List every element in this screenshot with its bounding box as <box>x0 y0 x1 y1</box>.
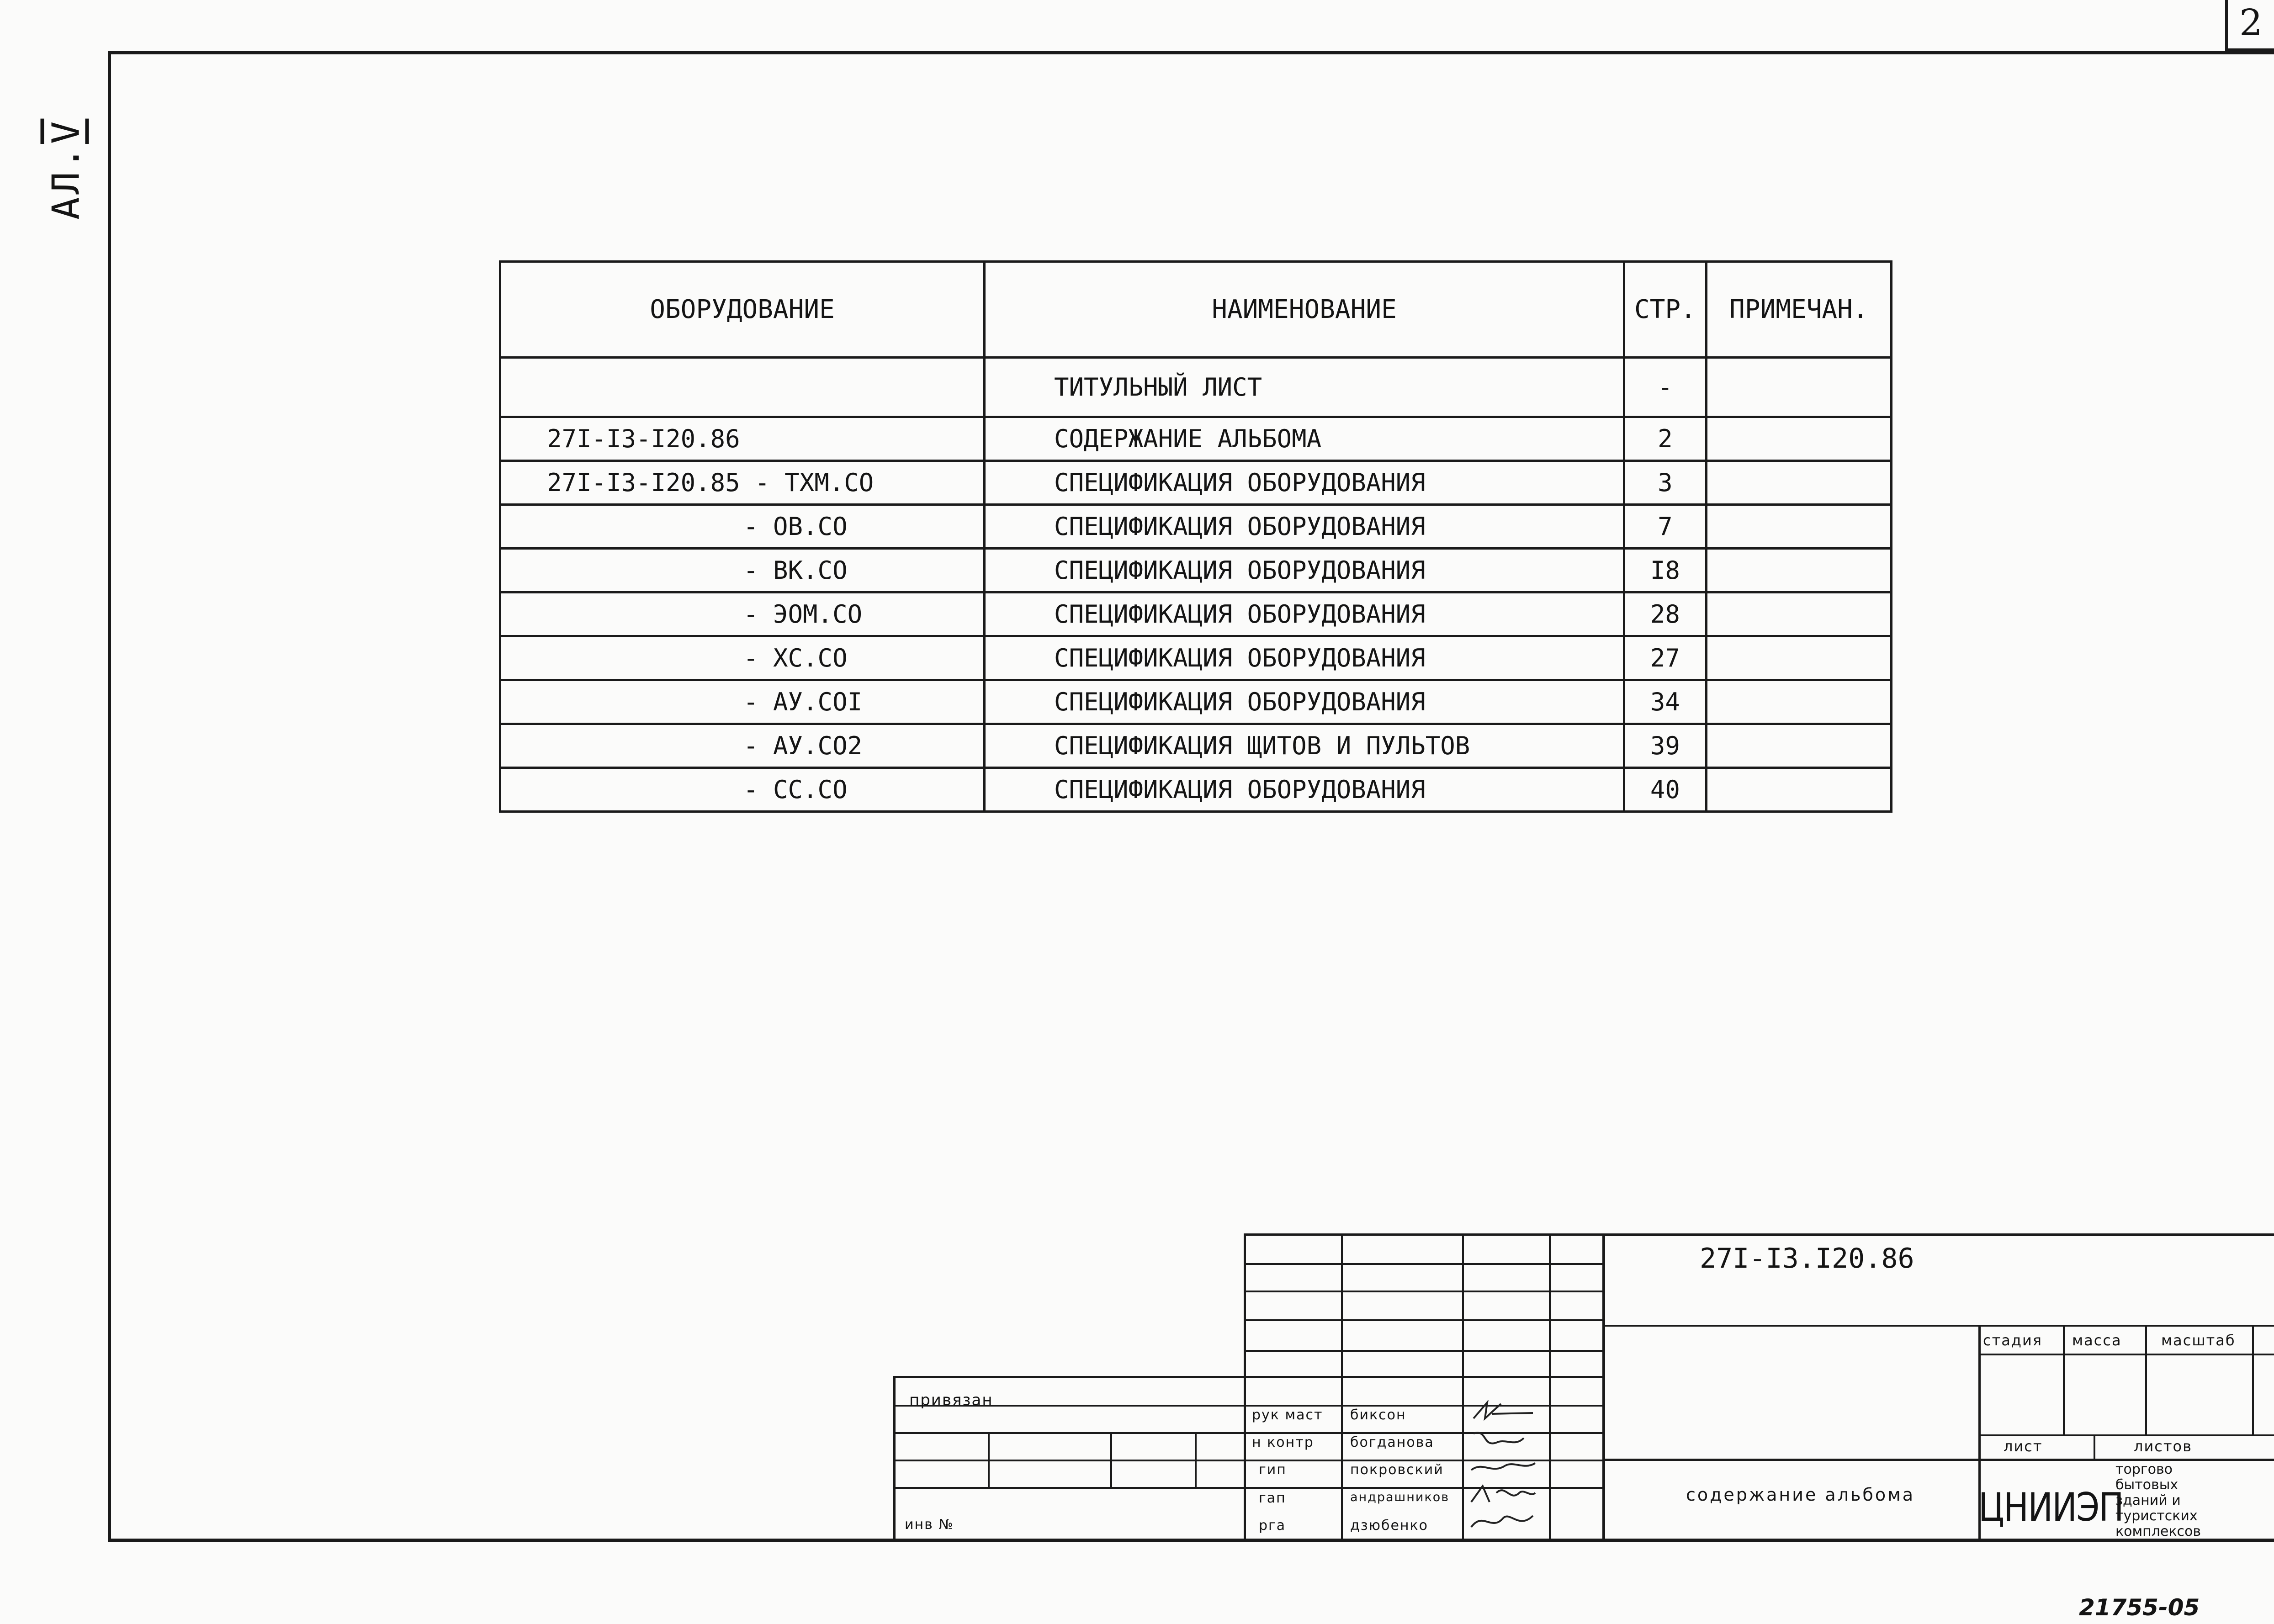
staff-role: рук маст <box>1252 1407 1323 1423</box>
sheets-label: листов <box>2134 1438 2192 1455</box>
inv-label: инв № <box>905 1517 954 1533</box>
sheet-label: лист <box>2004 1438 2043 1455</box>
bound-label: привязан <box>909 1391 993 1409</box>
album-label <box>32 110 101 228</box>
table-row <box>500 768 1892 812</box>
signature-5 <box>1469 1511 1537 1532</box>
cell-equipment: - СС.СО <box>500 768 985 812</box>
cell-name: СПЕЦИФИКАЦИЯ ЩИТОВ И ПУЛЬТОВ <box>985 724 1624 768</box>
staff-name: дзюбенко <box>1350 1518 1428 1534</box>
scale-label: масштаб <box>2161 1332 2236 1349</box>
cell-page: 27 <box>1624 636 1707 680</box>
staff-role: н контр <box>1252 1434 1314 1450</box>
cell-page: I8 <box>1624 549 1707 592</box>
sheet-number: 2 <box>2225 0 2274 51</box>
cell-page: 2 <box>1624 417 1707 461</box>
org-logo: ЦНИИЭП <box>1978 1485 2123 1530</box>
cell-page: 7 <box>1624 505 1707 549</box>
cell-equipment <box>500 358 985 417</box>
cell-equipment: - ОВ.СО <box>500 505 985 549</box>
header-name: НАИМЕНОВАНИЕ <box>985 262 1624 358</box>
cell-note <box>1706 724 1891 768</box>
cell-equipment: - ХС.СО <box>500 636 985 680</box>
cell-name: СПЕЦИФИКАЦИЯ ОБОРУДОВАНИЯ <box>985 549 1624 592</box>
org-name-line: туристских <box>2115 1508 2198 1524</box>
org-name-line: торгово <box>2115 1461 2173 1477</box>
cell-name: СПЕЦИФИКАЦИЯ ОБОРУДОВАНИЯ <box>985 636 1624 680</box>
cell-page: 34 <box>1624 680 1707 724</box>
staff-name: богданова <box>1350 1434 1434 1450</box>
cell-equipment: 27I-I3-I20.86 <box>500 417 985 461</box>
table-row <box>500 636 1892 680</box>
staff-name: покровский <box>1350 1462 1444 1478</box>
org-name-line: зданий и <box>2115 1492 2181 1508</box>
org-name-line: бытовых <box>2115 1477 2179 1493</box>
table-row <box>500 417 1892 461</box>
cell-note <box>1706 592 1891 636</box>
table-row <box>500 505 1892 549</box>
table-row <box>500 358 1892 417</box>
cell-note <box>1706 417 1891 461</box>
signature-2 <box>1469 1429 1537 1450</box>
cell-note <box>1706 505 1891 549</box>
staff-role: гип <box>1259 1462 1287 1478</box>
table-row <box>500 461 1892 505</box>
signature-1 <box>1469 1400 1537 1421</box>
doc-code: 27I-I3.I20.86 <box>1700 1243 1914 1275</box>
cell-note <box>1706 549 1891 592</box>
sheet-title: содержание альбома <box>1686 1485 1915 1505</box>
cell-page: 40 <box>1624 768 1707 812</box>
table-row <box>500 724 1892 768</box>
signature-4 <box>1469 1484 1537 1505</box>
cell-page: 39 <box>1624 724 1707 768</box>
album-label-roman: V <box>44 118 88 144</box>
cell-name: СПЕЦИФИКАЦИЯ ОБОРУДОВАНИЯ <box>985 680 1624 724</box>
archive-number: 21755-05 <box>2079 1594 2200 1621</box>
cell-note <box>1706 680 1891 724</box>
cell-page: 3 <box>1624 461 1707 505</box>
staff-role: рга <box>1259 1518 1286 1534</box>
cell-equipment: 27I-I3-I20.85 - ТХМ.СО <box>500 461 985 505</box>
staff-name: андрашников <box>1350 1490 1450 1504</box>
cell-equipment: - ЭОМ.СО <box>500 592 985 636</box>
cell-equipment: - АУ.СОI <box>500 680 985 724</box>
cell-name: СПЕЦИФИКАЦИЯ ОБОРУДОВАНИЯ <box>985 768 1624 812</box>
staff-role: гап <box>1259 1490 1286 1506</box>
cell-name: СПЕЦИФИКАЦИЯ ОБОРУДОВАНИЯ <box>985 592 1624 636</box>
mass-label: масса <box>2072 1332 2122 1349</box>
cell-note <box>1706 768 1891 812</box>
header-equipment: ОБОРУДОВАНИЕ <box>500 262 985 358</box>
cell-name: ТИТУЛЬНЫЙ ЛИСТ <box>985 358 1624 417</box>
cell-note <box>1706 358 1891 417</box>
cell-page: 28 <box>1624 592 1707 636</box>
table-header-row <box>500 262 1892 358</box>
table-row <box>500 680 1892 724</box>
header-page: СТР. <box>1624 262 1707 358</box>
cell-name: СОДЕРЖАНИЕ АЛЬБОМА <box>985 417 1624 461</box>
cell-note <box>1706 636 1891 680</box>
cell-page: - <box>1624 358 1707 417</box>
cell-equipment: - ВК.СО <box>500 549 985 592</box>
cell-note <box>1706 461 1891 505</box>
cell-equipment: - АУ.СО2 <box>500 724 985 768</box>
table-row <box>500 549 1892 592</box>
staff-name: биксон <box>1350 1407 1406 1423</box>
cell-name: СПЕЦИФИКАЦИЯ ОБОРУДОВАНИЯ <box>985 505 1624 549</box>
table-row <box>500 592 1892 636</box>
signature-3 <box>1469 1456 1537 1477</box>
album-label-prefix: АЛ. <box>44 143 88 220</box>
cell-name: СПЕЦИФИКАЦИЯ ОБОРУДОВАНИЯ <box>985 461 1624 505</box>
org-name <box>2115 1462 2201 1539</box>
stage-label: стадия <box>1983 1332 2043 1349</box>
header-note: ПРИМЕЧАН. <box>1706 262 1891 358</box>
contents-table <box>499 260 1892 813</box>
org-name-line: комплексов <box>2115 1523 2201 1539</box>
